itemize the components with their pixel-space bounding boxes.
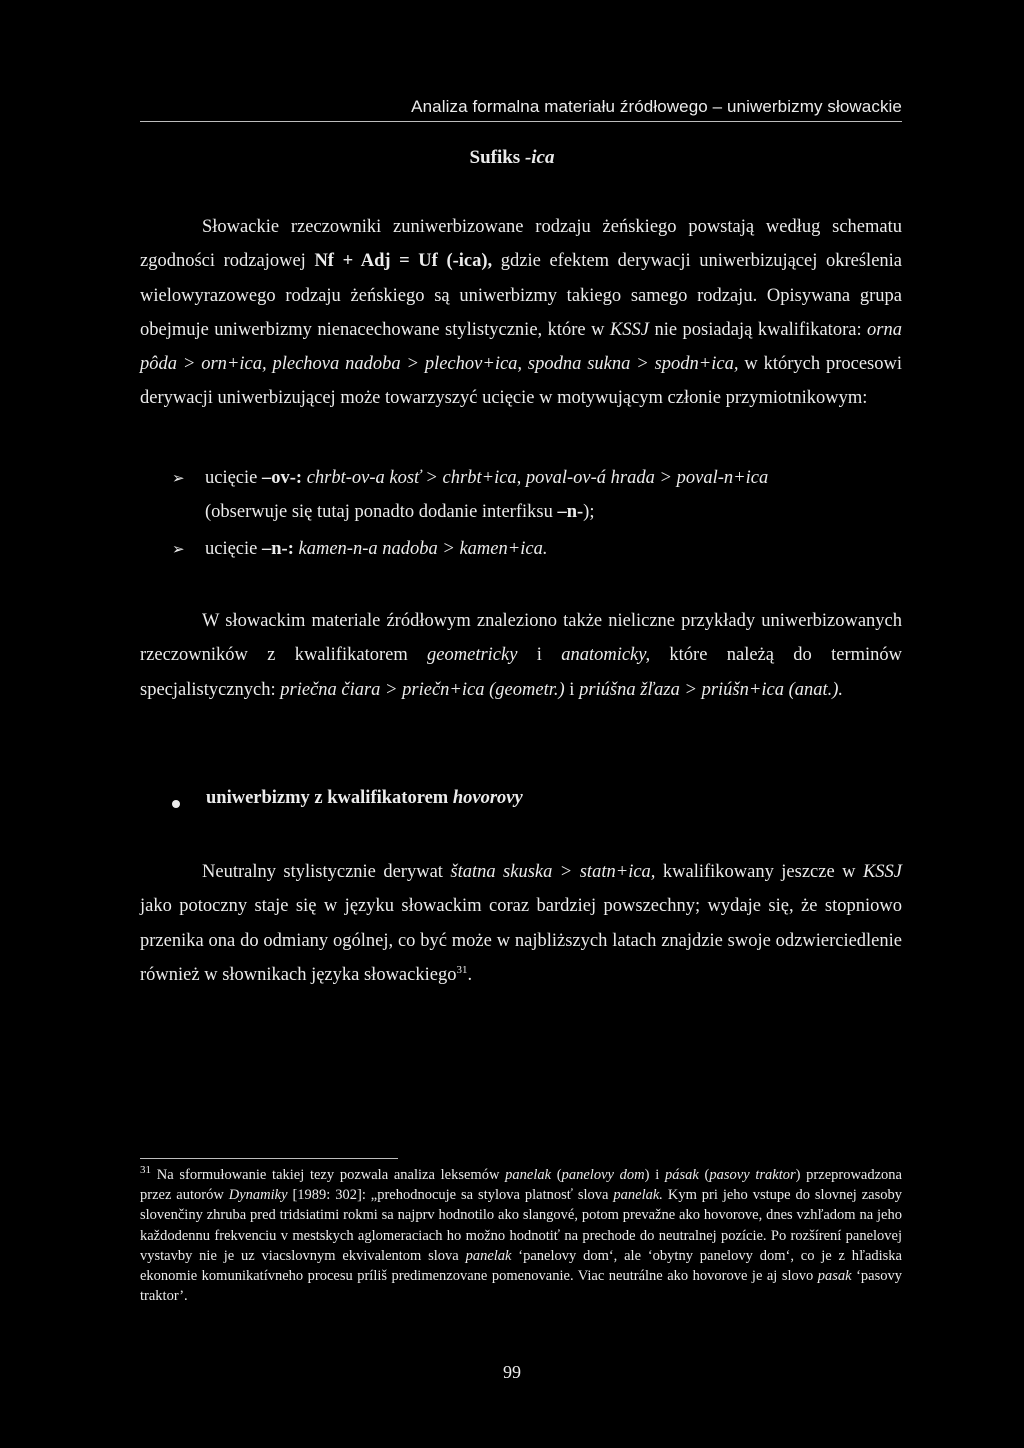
p1-text-2: gdzie efektem derywacji uniwerbizującej określenia wielowyrazowego rodzaju żeńskiego są uniwerbizmy takiego samego rodzaju. Opisywana grupa obejmuje uniwerbizmy nienacechowane stylistycznie, które w <box>140 251 903 340</box>
paragraph-1 <box>140 210 902 416</box>
bullet-marker: –n-: <box>262 539 294 559</box>
bullet-text <box>205 461 902 529</box>
p1-kssj-abbrev: KSSJ <box>609 319 649 340</box>
header-rule <box>140 121 902 122</box>
p2-qualifier-1: geometricky <box>427 645 518 666</box>
paragraph-2 <box>140 604 902 707</box>
bullet-note-start: (obserwuje się tutaj ponadto dodanie interfiksu <box>205 502 558 522</box>
fn-text: ‘panelovy dom‘, ale ‘obytny panelovy dom‘, co je z hľadiska ekonomie komunikatívneho procesu príliš predimenzovane pomenovanie. Viac neutrálne ako hovorove je aj slovo <box>140 1247 902 1285</box>
arrow-bullet-icon: ➢ <box>172 469 185 487</box>
bullet-note-end: ); <box>583 502 595 522</box>
fn-text: ) przeprowadzona przez autorów <box>140 1167 902 1204</box>
section-title-suffix: -ica <box>524 147 555 168</box>
p2-text-4: i <box>564 679 580 700</box>
p2-example-2: priúšna žľaza > priúšn+ica (anat.). <box>579 679 844 700</box>
subheading-bold: uniwerbizmy z kwalifikatorem <box>206 788 453 808</box>
footnote <box>140 1165 902 1306</box>
p3-text-3: jako potoczny staje się w języku słowackim coraz bardziej powszechny; wydaje się, że stopniowo przenika ona do odmiany ogólnej, co być może w najbliższych latach znajdzie swoje odzwierciedlenie również w słownikach języka słowackiego <box>140 896 902 985</box>
fn-term: pásak <box>664 1167 699 1183</box>
fn-text: ) i <box>644 1167 665 1183</box>
section-title <box>0 147 1024 169</box>
p2-text-2: i <box>517 645 562 666</box>
p1-formula: Nf + Adj = Uf (-ica), <box>314 251 493 272</box>
fn-text: ‘pasovy traktor’. <box>140 1268 902 1305</box>
p2-example-1: priečna čiara > priečn+ica (geometr.) <box>280 679 565 700</box>
p3-example: štatna skuska > statn+ica, <box>450 862 656 882</box>
bullet-dot-icon <box>172 800 180 808</box>
p1-text-4: w których procesowi derywacji uniwerbizującej może towarzyszyć ucięcie w motywującym członie przymiotnikowym: <box>140 354 903 409</box>
section-title-prefix: Sufiks <box>469 147 525 168</box>
fn-text: Na sformułowanie takiej tezy pozwala analiza leksemów <box>151 1167 506 1183</box>
p1-text-1: Słowackie rzeczowniki zuniwerbizowane rodzaju żeńskiego powstają według schematu zgodności rodzajowej <box>140 217 902 272</box>
p3-text-2: kwalifikowany jeszcze w <box>655 862 863 882</box>
fn-term: panelak <box>505 1167 552 1183</box>
fn-term: panelak. <box>613 1187 663 1204</box>
footnote-rule <box>140 1158 398 1159</box>
bullet-examples: kamen-n-a nadoba > kamen+ica. <box>293 539 548 559</box>
fn-term: Dynamiky <box>228 1187 288 1204</box>
fn-term: pasovy traktor <box>709 1167 796 1183</box>
p2-text-3: które należą do terminów specjalistycznych: <box>140 645 902 700</box>
paragraph-3 <box>140 855 902 992</box>
footnote-ref: 31 <box>456 963 468 976</box>
bullet-label: ucięcie <box>205 468 262 488</box>
bullet-marker: –ov-: <box>262 468 303 488</box>
running-header: Analiza formalna materiału źródłowego – uniwerbizmy słowackie <box>411 97 902 116</box>
p2-qualifier-2: anatomicky, <box>561 645 651 666</box>
bullet-item-n <box>172 532 902 568</box>
fn-term: panelak <box>465 1247 512 1264</box>
subheading-text <box>206 788 523 809</box>
fn-text: ( <box>698 1167 710 1183</box>
bullet-note-marker: –n- <box>557 502 584 522</box>
arrow-bullet-icon: ➢ <box>172 540 185 558</box>
bullet-text <box>205 532 902 566</box>
bullet-label: ucięcie <box>205 539 262 559</box>
subheading-italic: hovorovy <box>452 788 523 808</box>
fn-term: pasak <box>817 1268 852 1285</box>
p3-text-1: Neutralny stylistycznie derywat <box>202 862 451 882</box>
fn-text: [1989: 302]: „prehodnocuje sa stylova platnosť slova <box>287 1187 614 1204</box>
p1-text-3: nie posiadają kwalifikatora: <box>648 319 868 340</box>
footnote-number: 31 <box>140 1164 151 1177</box>
p1-examples: orna pôda > orn+ica, plechova nadoba > plechov+ica, spodna sukna > spodn+ica, <box>140 319 902 375</box>
fn-term: panelovy dom <box>561 1167 645 1183</box>
bullet-item-ov <box>172 461 902 531</box>
fn-text: Kym pri jeho vstupe do slovnej zasoby slovenčiny zhruba pred tridsiatimi rokmi sa najprv hodnotilo ako slangové, potom prevažne ako hovorove, dnes vzhľadom na jeho každodennu frekvenciu v mestskych aglomeraciach ho možno hodnotiť na prechode do neutralnej pozície. Po rozšírení panelovej vystavby nie je uz viacslovnym ekvivalentom slova <box>140 1187 902 1264</box>
p3-kssj-abbrev: KSSJ <box>862 862 902 882</box>
bullet-examples: chrbt-ov-a kosť > chrbt+ica, poval-ov-á hrada > poval-n+ica <box>302 468 769 488</box>
fn-text: ( <box>551 1167 562 1183</box>
p3-text-4: . <box>467 964 473 985</box>
page-number: 99 <box>503 1362 521 1382</box>
p2-text-1: W słowackim materiale źródłowym znaleziono także nieliczne przykłady uniwerbizowanych rzeczowników z kwalifikatorem <box>140 611 902 666</box>
